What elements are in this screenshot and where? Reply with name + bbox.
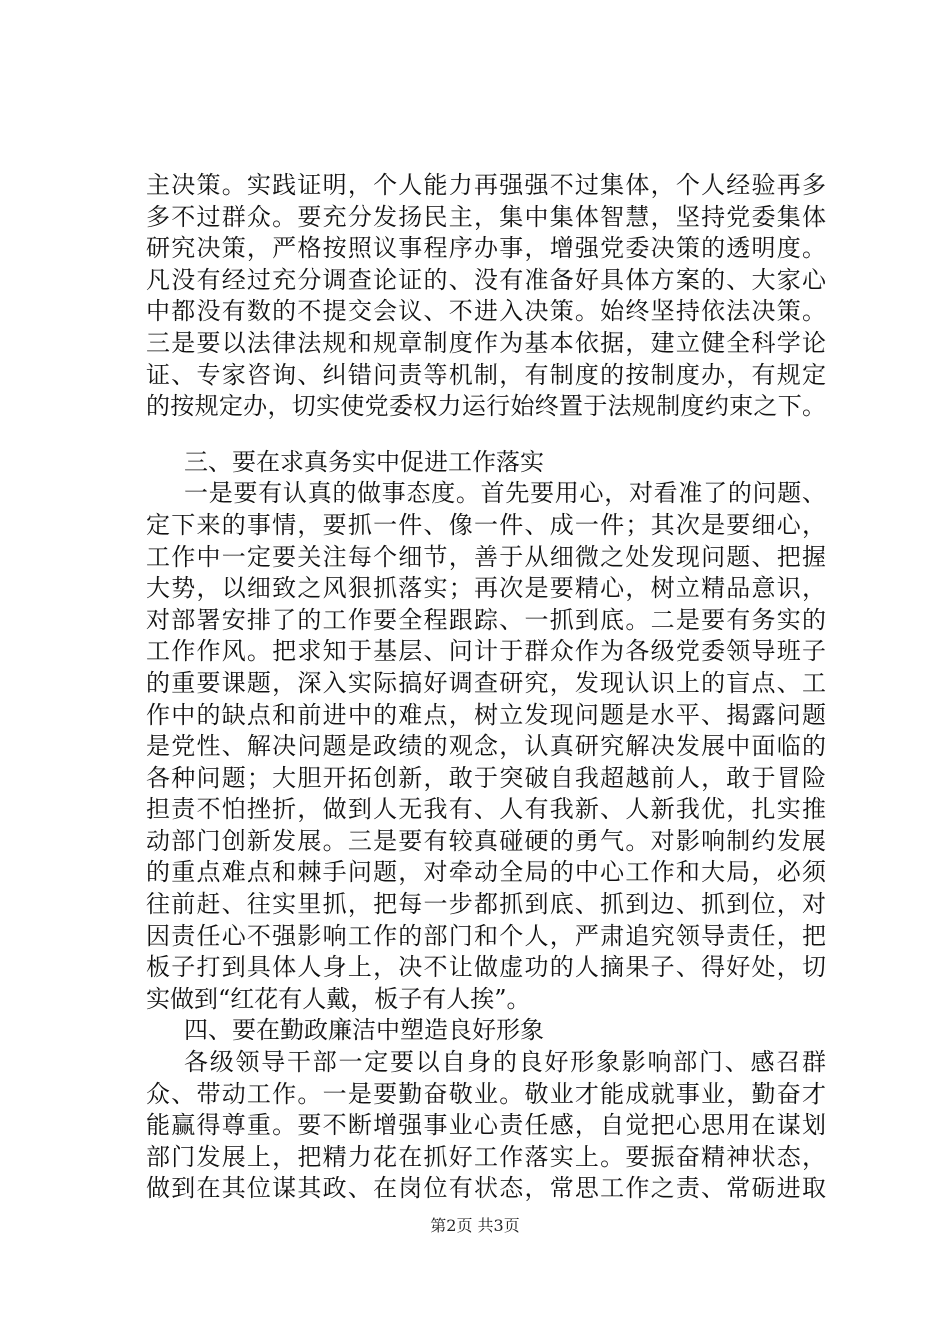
text-line: 主决策。实践证明，个人能力再强强不过集体，个人经验再多 bbox=[146, 171, 826, 199]
text-line: 中都没有数的不提交会议、不进入决策。始终坚持依法决策。 bbox=[146, 297, 826, 326]
section-heading-3: 三、要在求真务实中促进工作落实 bbox=[184, 447, 544, 476]
text-line: 工作中一定要关注每个细节，善于从细微之处发现问题、把握 bbox=[146, 542, 826, 571]
paragraph-gap bbox=[146, 423, 826, 447]
text-line: 凡没有经过充分调查论证的、没有准备好具体方案的、大家心 bbox=[146, 265, 826, 294]
text-line: 各种问题；大胆开拓创新，敢于突破自我超越前人，敢于冒险 bbox=[146, 763, 826, 792]
paragraph-integrity-image bbox=[146, 1047, 826, 1205]
text-line: 定下来的事情，要抓一件、像一件、成一件；其次是要细心， bbox=[146, 510, 826, 539]
text-line: 的重点难点和棘手问题，对牵动全局的中心工作和大局，必须 bbox=[146, 858, 826, 887]
text-line: 板子打到具体人身上，决不让做虚功的人摘果子、得好处，切 bbox=[146, 953, 826, 982]
text-line: 各级领导干部一定要以自身的良好形象影响部门、感召群 bbox=[184, 1048, 826, 1077]
text-line: 的按规定办，切实使党委权力运行始终置于法规制度约束之下。 bbox=[146, 392, 826, 421]
text-line: 是党性、解决问题是政绩的观念，认真研究解决发展中面临的 bbox=[146, 732, 826, 761]
text-line: 能赢得尊重。要不断增强事业心责任感，自觉把心思用在谋划 bbox=[146, 1111, 826, 1140]
page-number-footer: 第2页 共3页 bbox=[430, 1216, 520, 1235]
text-line: 部门发展上，把精力花在抓好工作落实上。要振奋精神状态， bbox=[146, 1142, 826, 1171]
text-line: 一是要有认真的做事态度。首先要用心，对看准了的问题、 bbox=[184, 479, 826, 508]
text-line: 做到在其位谋其政、在岗位有状态，常思工作之责、常砺进取 bbox=[146, 1174, 826, 1203]
text-line: 作中的缺点和前进中的难点，树立发现问题是水平、揭露问题 bbox=[146, 700, 826, 729]
text-line: 工作作风。把求知于基层、问计于群众作为各级党委领导班子 bbox=[146, 637, 826, 666]
text-line: 大势，以细致之风狠抓落实；再次是要精心，树立精品意识， bbox=[146, 574, 826, 603]
document-body bbox=[146, 170, 826, 1205]
text-line: 众、带动工作。一是要勤奋敬业。敬业才能成就事业，勤奋才 bbox=[146, 1079, 826, 1108]
text-line: 对部署安排了的工作要全程跟踪、一抓到底。二是要有务实的 bbox=[146, 605, 826, 634]
text-line: 研究决策，严格按照议事程序办事，增强党委决策的透明度。 bbox=[146, 234, 826, 263]
paragraph-decision-making bbox=[146, 170, 826, 423]
paragraph-work-implementation bbox=[146, 478, 826, 1015]
text-line: 因责任心不强影响工作的部门和个人，严肃追究领导责任，把 bbox=[146, 921, 826, 950]
text-line: 多不过群众。要充分发扬民主，集中集体智慧，坚持党委集体 bbox=[146, 202, 826, 231]
text-line: 往前赶、往实里抓，把每一步都抓到底、抓到边、抓到位，对 bbox=[146, 890, 826, 919]
text-line: 的重要课题，深入实际搞好调查研究，发现认识上的盲点、工 bbox=[146, 668, 826, 697]
section-heading-4: 四、要在勤政廉洁中塑造良好形象 bbox=[184, 1016, 544, 1045]
text-line: 实做到“红花有人戴，板子有人挨”。 bbox=[146, 984, 531, 1013]
text-line: 三是要以法律法规和规章制度作为基本依据，建立健全科学论 bbox=[146, 328, 826, 357]
text-line: 动部门创新发展。三是要有较真碰硬的勇气。对影响制约发展 bbox=[146, 826, 826, 855]
text-line: 证、专家咨询、纠错问责等机制，有制度的按制度办，有规定 bbox=[146, 360, 826, 389]
text-line: 担责不怕挫折，做到人无我有、人有我新、人新我优，扎实推 bbox=[146, 795, 826, 824]
